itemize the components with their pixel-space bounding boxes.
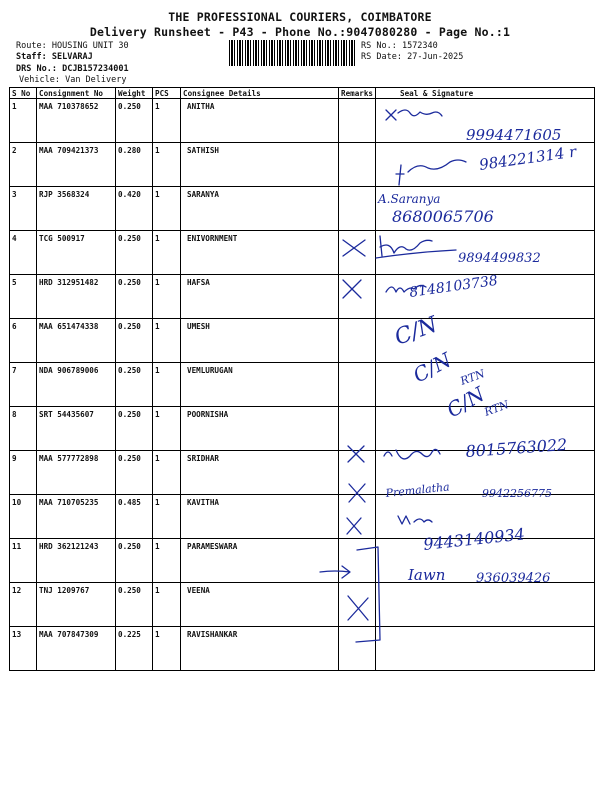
phone-row10: 9942256775 [482, 487, 552, 500]
cell-sno: 3 [10, 187, 37, 231]
rs-date-value: 27-Jun-2025 [407, 52, 464, 62]
rs-no-label: RS No.: [361, 41, 397, 51]
table-row [10, 495, 595, 539]
cell-consignment-no: RJP 3568324 [37, 187, 116, 231]
table-row [10, 231, 595, 275]
cell-remarks [339, 583, 376, 627]
cell-pcs: 1 [153, 451, 181, 495]
cell-pcs: 1 [153, 143, 181, 187]
cell-remarks [339, 495, 376, 539]
cell-sno: 13 [10, 627, 37, 671]
staff-line [16, 52, 93, 62]
cell-remarks [339, 143, 376, 187]
drs-label: DRS No.: [16, 64, 57, 74]
table-row [10, 539, 595, 583]
cell-remarks [339, 319, 376, 363]
cell-signature [376, 627, 595, 671]
cell-consignment-no: TNJ 1209767 [37, 583, 116, 627]
cell-consignee: ANITHA [181, 99, 339, 143]
cell-pcs: 1 [153, 627, 181, 671]
cell-consignee: SRIDHAR [181, 451, 339, 495]
route-value: HOUSING UNIT 30 [51, 41, 129, 51]
table-row [10, 99, 595, 143]
cell-consignment-no: MAA 709421373 [37, 143, 116, 187]
cell-remarks [339, 451, 376, 495]
cell-consignment-no: TCG 500917 [37, 231, 116, 275]
cell-sno: 5 [10, 275, 37, 319]
cell-consignee: RAVISHANKAR [181, 627, 339, 671]
cell-weight: 0.420 [116, 187, 153, 231]
phone-row3: 8680065706 [392, 207, 494, 226]
signature-row12: Iawn [408, 566, 446, 584]
cell-signature [376, 407, 595, 451]
cell-remarks [339, 275, 376, 319]
cell-remarks [339, 539, 376, 583]
cell-weight: 0.250 [116, 99, 153, 143]
rs-date-label: RS Date: [361, 52, 402, 62]
col-header-signature: Seal & Signature [376, 88, 595, 99]
cell-remarks [339, 231, 376, 275]
name-row10: Premalatha [384, 480, 451, 500]
note-row6: C/N [391, 312, 441, 351]
cell-remarks [339, 99, 376, 143]
runsheet-table [9, 87, 595, 671]
cell-weight: 0.250 [116, 319, 153, 363]
barcode-image [229, 40, 356, 66]
cell-weight: 0.250 [116, 363, 153, 407]
company-title: THE PROFESSIONAL COURIERS, COIMBATORE [168, 10, 432, 24]
drs-value: DCJB157234001 [62, 64, 129, 74]
col-header-sno: S No [10, 88, 37, 99]
cell-weight: 0.250 [116, 583, 153, 627]
staff-label: Staff: [16, 52, 47, 62]
drs-line [16, 64, 129, 74]
table-row [10, 187, 595, 231]
phone-row1: 9994471605 [466, 126, 562, 144]
cell-pcs: 1 [153, 187, 181, 231]
cell-signature [376, 539, 595, 583]
cell-signature [376, 495, 595, 539]
rs-no-value: 1572340 [401, 41, 438, 51]
col-header-remarks: Remarks [339, 88, 376, 99]
cell-pcs: 1 [153, 407, 181, 451]
cell-weight: 0.280 [116, 143, 153, 187]
cell-pcs: 1 [153, 319, 181, 363]
phone-row5: 8148103738 [408, 272, 499, 301]
cell-consignment-no: MAA 710378652 [37, 99, 116, 143]
cell-weight: 0.485 [116, 495, 153, 539]
cell-weight: 0.250 [116, 275, 153, 319]
cell-sno: 6 [10, 319, 37, 363]
cell-pcs: 1 [153, 231, 181, 275]
cell-consignment-no: HRD 312951482 [37, 275, 116, 319]
runsheet-subtitle: Delivery Runsheet - P43 - Phone No.:9047080280 - Page No.:1 [89, 25, 511, 39]
cell-consignee: SATHISH [181, 143, 339, 187]
cell-signature [376, 99, 595, 143]
phone-row9: 8015763022 [464, 434, 568, 461]
cell-consignment-no: HRD 362121243 [37, 539, 116, 583]
cell-consignee: HAFSA [181, 275, 339, 319]
cell-consignment-no: MAA 707847309 [37, 627, 116, 671]
col-header-pcs: PCS [153, 88, 181, 99]
cell-weight: 0.250 [116, 451, 153, 495]
cell-pcs: 1 [153, 363, 181, 407]
cell-sno: 10 [10, 495, 37, 539]
table-row [10, 363, 595, 407]
table-row [10, 627, 595, 671]
cell-consignee: UMESH [181, 319, 339, 363]
vehicle-label: Vehicle: [19, 75, 60, 85]
cell-weight: 0.250 [116, 231, 153, 275]
cell-remarks [339, 187, 376, 231]
vehicle-value: Van Delivery [65, 75, 127, 85]
cell-weight: 0.250 [116, 539, 153, 583]
table-row [10, 407, 595, 451]
cell-consignment-no: SRT 54435607 [37, 407, 116, 451]
cell-signature [376, 451, 595, 495]
cell-sno: 1 [10, 99, 37, 143]
cell-signature [376, 272, 595, 319]
cell-consignee: KAVITHA [181, 495, 339, 539]
cell-pcs: 1 [153, 275, 181, 319]
route-line [16, 41, 129, 51]
cell-pcs: 1 [153, 495, 181, 539]
cell-consignee: ENIVORNMENT [181, 231, 339, 275]
cell-sno: 8 [10, 407, 37, 451]
note2-row7: RTN [458, 367, 487, 388]
cell-consignment-no: MAA 577772898 [37, 451, 116, 495]
cell-signature [376, 319, 595, 363]
cell-sno: 2 [10, 143, 37, 187]
route-label: Route: [16, 41, 47, 51]
phone-row12: 936039426 [476, 571, 551, 586]
cell-signature [376, 187, 595, 231]
cell-consignment-no: NDA 906789006 [37, 363, 116, 407]
cell-pcs: 1 [153, 539, 181, 583]
cell-consignee: SARANYA [181, 187, 339, 231]
cell-weight: 0.250 [116, 407, 153, 451]
cell-signature [376, 363, 595, 407]
cell-signature [376, 143, 595, 187]
cell-consignee: POORNISHA [181, 407, 339, 451]
cell-consignment-no: MAA 710705235 [37, 495, 116, 539]
table-row [10, 319, 595, 363]
rs-date-line [361, 52, 463, 62]
table-row [10, 275, 595, 319]
vehicle-line [19, 75, 127, 85]
col-header-consignee: Consignee Details [181, 88, 339, 99]
note2-row8: RTN [482, 398, 511, 419]
note-row8: C/N [442, 381, 489, 423]
cell-remarks [339, 407, 376, 451]
col-header-consignment: Consignment No [37, 88, 116, 99]
rs-no-line [361, 41, 438, 51]
cell-signature [376, 583, 595, 627]
cell-sno: 7 [10, 363, 37, 407]
cell-remarks [339, 363, 376, 407]
cell-sno: 11 [10, 539, 37, 583]
cell-pcs: 1 [153, 99, 181, 143]
cell-consignee: PARAMESWARA [181, 539, 339, 583]
table-row [10, 143, 595, 187]
note-row7: C/N [409, 347, 456, 388]
cell-sno: 4 [10, 231, 37, 275]
cell-consignee: VEMLURUGAN [181, 363, 339, 407]
phone-row11: 9443140934 [422, 524, 526, 554]
table-header-row [10, 88, 595, 99]
cell-signature [376, 231, 595, 275]
staff-value: SELVARAJ [51, 52, 93, 62]
name-row3: A.Saranya [378, 192, 441, 206]
cell-weight: 0.225 [116, 627, 153, 671]
phone-row2: 984221314 r [478, 142, 578, 174]
cell-sno: 12 [10, 583, 37, 627]
table-row [10, 451, 595, 495]
cell-consignment-no: MAA 651474338 [37, 319, 116, 363]
cell-pcs: 1 [153, 583, 181, 627]
cell-consignee: VEENA [181, 583, 339, 627]
cell-remarks [339, 627, 376, 671]
table-row [10, 583, 595, 627]
col-header-weight: Weight [116, 88, 153, 99]
cell-sno: 9 [10, 451, 37, 495]
phone-row4: 9894499832 [458, 251, 541, 266]
